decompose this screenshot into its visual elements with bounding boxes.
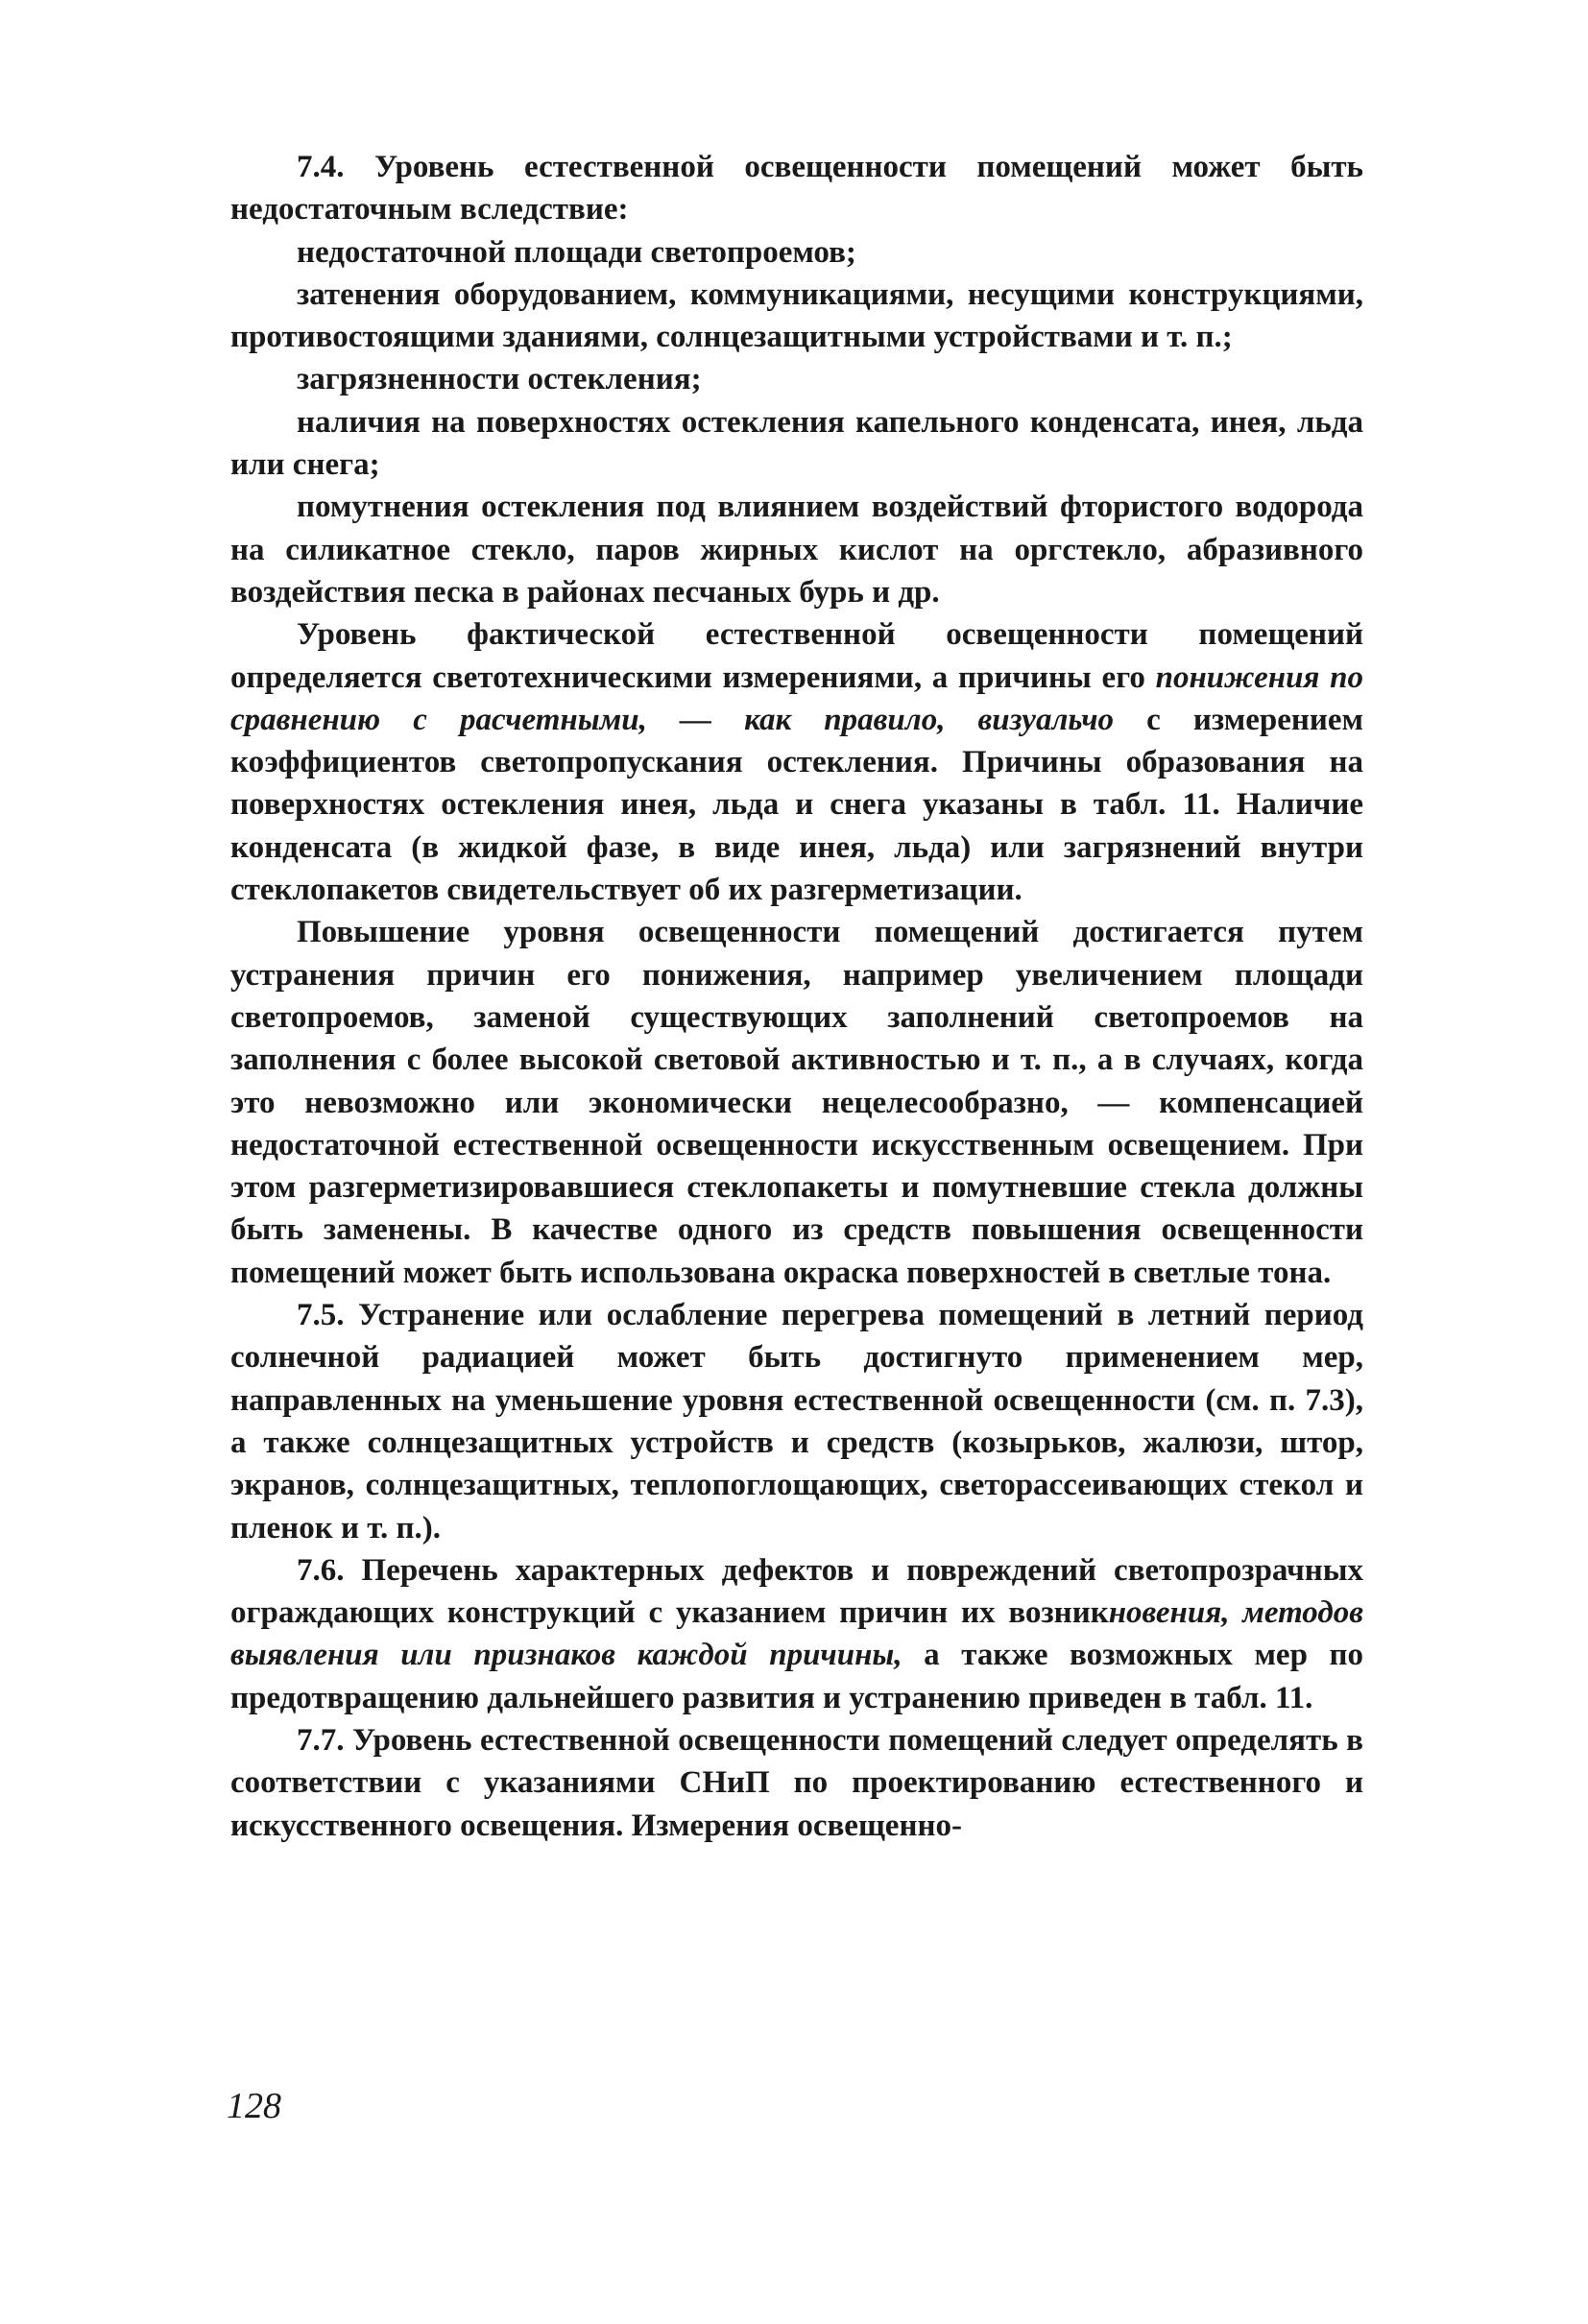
paragraph-7-5 xyxy=(230,1294,1363,1549)
paragraph-text: Уровень естественной освещенности помещений может быть недостаточным вследствие: xyxy=(230,150,1363,228)
document-body xyxy=(230,146,1363,1847)
paragraph-text: с измерением коэффициентов светопропускания остекления. Причины образования на поверхностях остекления инея, льда и снега указаны в табл. 11. Наличие конденсата (в жидкой фазе, в виде инея, льда) или загрязнений внутри стеклопакетов свидетельствует об их разгерметизации. xyxy=(230,702,1363,908)
list-item-dirt: загрязненности остекления; xyxy=(297,362,702,397)
italic-text: новения, методов выявления или признаков каждой причины, xyxy=(230,1595,1363,1673)
paragraph-text: а также возможных мер по предотвращению дальнейшего развития и устранению приведен в табл. 11. xyxy=(230,1638,1364,1715)
paragraph-7-4 xyxy=(230,146,1363,231)
paragraph-7-7 xyxy=(230,1719,1363,1847)
list-item-condensate: наличия на поверхностях остекления капельного конденсата, инея, льда или снега; xyxy=(230,404,1363,483)
paragraph-text: Перечень характерных дефектов и повреждений светопрозрачных ограждающих конструкций с указанием причин их возник xyxy=(230,1552,1363,1631)
paragraph-text: Устранение или ослабление перегрева помещений в летний период солнечной радиацией может быть достигнуто применением мер, направленных на уменьшение уровня естественной освещенности (см. п. 7.3), а также солнцезащитных устройств и средств (козырьков, жалюзи, штор, экранов, солнцезащитных, теплопоглощающих, светорассеивающих стекол и пленок и т. п.). xyxy=(230,1298,1363,1545)
page-number: 128 xyxy=(227,2086,281,2126)
section-number: 7.7. xyxy=(297,1722,345,1758)
list-item-light-openings: недостаточной площади светопроемов; xyxy=(297,234,856,270)
paragraph-improvement: Повышение уровня освещенности помещений достигается путем устранения причин его понижения, например увеличением площади светопроемов, заменой существующих заполнений светопроемов на заполнения с более высокой световой активностью и т. п., а в случаях, когда это невозможно или экономически нецелесообразно, — компенсацией недостаточной естественной освещенности искусственным освещением. При этом разгерметизировавшиеся стеклопакеты и помутневшие стекла должны быть заменены. В качестве одного из средств повышения освещенности помещений может быть использована окраска поверхностей в светлые тона. xyxy=(230,915,1363,1290)
paragraph-text: Уровень естественной освещенности помещений следует определять в соответствии с указаниями СНиП по проектированию естественного и искусственного освещения. Измерения освещенно- xyxy=(230,1722,1363,1843)
paragraph-7-6 xyxy=(230,1549,1363,1719)
italic-text: понижения по сравнению с расчетными, — как правило, визуальчо xyxy=(230,659,1364,737)
list-item-shading: затенения оборудованием, коммуникациями, несущими конструкциями, противостоящими зданиями, солнцезащитными устройствами и т. п.; xyxy=(230,276,1363,355)
section-number: 7.4. xyxy=(297,150,345,184)
section-number: 7.6. xyxy=(297,1552,345,1588)
list-item-clouding: помутнения остекления под влиянием воздействий фтористого водорода на силикатное стекло, паров жирных кислот на оргстекло, абразивного воздействия песка в районах песчаных бурь и др. xyxy=(230,490,1363,610)
paragraph-text: Уровень фактической естественной освещенности помещений определяется светотехническими измерениями, а причины его xyxy=(230,617,1363,695)
paragraph-measurement xyxy=(230,613,1363,911)
section-number: 7.5. xyxy=(297,1298,345,1333)
